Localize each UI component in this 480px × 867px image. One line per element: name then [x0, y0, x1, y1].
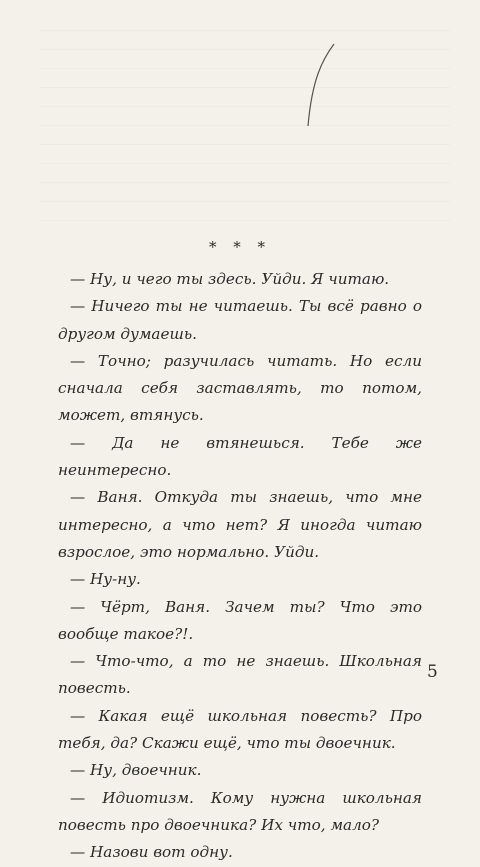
paragraph: — Идиотизм. Кому нужна школьная повесть про двоечника? Их что, мало? [58, 788, 422, 834]
paragraph: — Что-что, а то не знаешь. Школьная повесть. [58, 652, 422, 698]
paragraph: — Да не втянешься. Тебе же неинтересно. [58, 433, 422, 480]
paragraph: — Чёрт, Ваня. Зачем ты? Что это вообще такое?!. [58, 597, 422, 643]
show-through-text [40, 30, 450, 230]
page-number: 5 [427, 662, 438, 682]
paragraph: — Какая ещё школьная повесть? Про тебя, да? Скажи ещё, что ты двоечник. [58, 706, 422, 753]
paragraph: — Ну-ну. [70, 570, 141, 589]
pencil-mark [300, 40, 340, 130]
paragraph: — Точно; разучилась читать. Но если сначала себя заставлять, то потом, может, втянусь. [58, 351, 422, 425]
section-separator: * * * [208, 238, 272, 256]
paragraph: — Назови вот одну. [70, 843, 233, 862]
paragraph: — Ваня. Откуда ты знаешь, что мне интересно, а что нет? Я иногда читаю взрослое, это нормально. Уйди. [58, 488, 422, 561]
paragraph: — Ну, двоечник. [70, 761, 202, 780]
dialogue-text [58, 266, 422, 867]
paragraph: — Ну, и чего ты здесь. Уйди. Я читаю. [70, 270, 390, 288]
paragraph: — Ничего ты не читаешь. Ты всё равно о другом думаешь. [58, 297, 422, 343]
